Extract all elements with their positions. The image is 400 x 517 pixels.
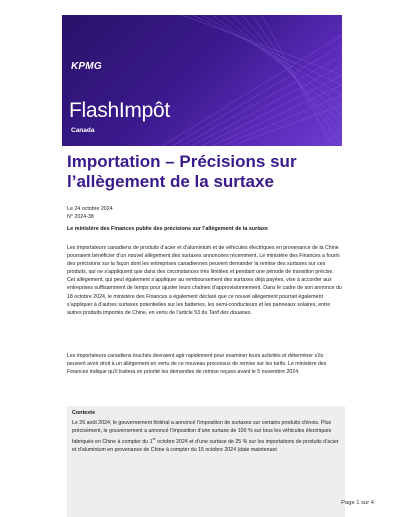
paragraph-1-text: Les importateurs canadiens de produits d’acier et d’aluminium et de véhicules électriques en provenance de la Chine pourraient bénéficier d’un nouvel allègement des surtaxes annoncées récemment. Le ministère des Finances a fourni des précisions sur la façon dont les entreprises canadiennes peuvent demander la remise des surtaxes sur ces produits, qui ne s’appliquent que dans des circonstances très limitées et pendant une période de transition précise. Cet allègement, qui peut également s’appliquer au remboursement des surtaxes déjà payées, vise à accorder aux entreprises suffisamment de temps pour ajuster leurs chaînes d’approvisionnement. Dans le cadre de son annonce du 18 octobre 2024, le ministère des Finances a également déclaré que ce nouvel allègement pourrait également s’appliquer à d’autres surtaxes potentielles sur les batteries, les semi-conducteurs et les panneaux solaires, entre autres produits importés de Chine, en vertu de l’article 53 du xyxy=(67,245,342,316)
lead-heading: Le ministère des Finances publie des précisions sur l’allègement de la surtaxe xyxy=(67,226,269,232)
document-meta xyxy=(67,205,113,221)
header-banner xyxy=(62,15,342,146)
publication-date: Le 24 octobre 2024 xyxy=(67,206,113,212)
banner-title: FlashImpôt xyxy=(69,99,170,122)
paragraph-1 xyxy=(67,244,343,317)
context-text-a: Le 26 août 2024, le gouvernement fédéral a annoncé l’imposition de surtaxes sur certains produits chinois. Plus précisément, le gouvernement a annoncé l’imposition d’une surtaxe de 100 % sur tous les véhicules électriques fabriqués en Chine à compter du 1 xyxy=(72,420,332,445)
kpmg-logo: KPMG xyxy=(71,61,102,72)
context-box xyxy=(67,406,345,517)
page-number: Page 1 sur 4 xyxy=(341,500,374,506)
paragraph-2: Les importateurs canadiens touchés devraient agir rapidement pour examiner leurs activités et déterminer s’ils peuvent avoir droit à un allègement en vertu de ce nouveau processus de remise sur les tarifs. Le ministère des Finances indique qu’il traitera en priorité les demandes de remise reçues avant le 5 novembre 2024. xyxy=(67,353,327,376)
decorative-lines xyxy=(162,15,342,146)
context-sup: er xyxy=(152,437,156,442)
paragraph-1-end: . xyxy=(250,309,252,316)
issue-number: N° 2024-38 xyxy=(67,214,94,220)
banner-subtitle: Canada xyxy=(71,127,95,134)
context-title: Contexte xyxy=(72,410,96,416)
paragraph-1-italic: Tarif des douanes xyxy=(208,309,251,316)
context-text-b: octobre 2024 et d’une surtaxe de 25 % sur les importations de produits d’acier et d’aluminium en provenance de Chine à compter du 15 octobre 2024 (date maintenant xyxy=(72,438,339,454)
page-title: Importation – Précisions sur l’allègement de la surtaxe xyxy=(67,152,297,191)
context-text xyxy=(72,419,340,454)
